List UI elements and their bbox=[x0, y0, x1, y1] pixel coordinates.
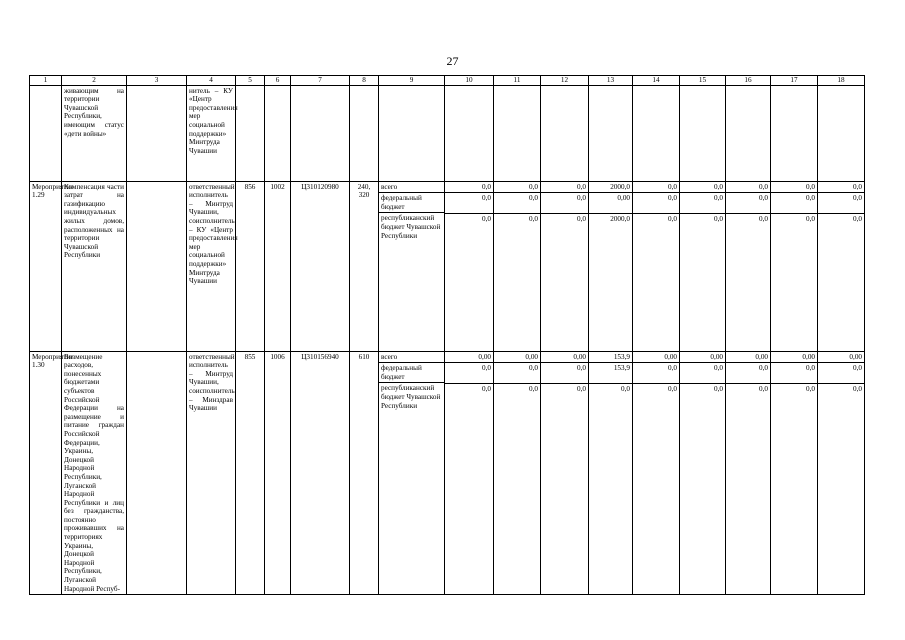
year-values: 0,0 0,0 0,0 bbox=[445, 181, 494, 351]
year-values: 2000,0 0,00 2000,0 bbox=[589, 181, 633, 351]
col-number: 18 bbox=[818, 76, 865, 86]
rzpr-code: 1006 bbox=[265, 351, 291, 595]
budget-table bbox=[29, 75, 865, 595]
col-number: 10 bbox=[445, 76, 494, 86]
csr-code: Ц310156940 bbox=[291, 351, 350, 595]
year-values: 0,0 0,0 0,0 bbox=[771, 181, 818, 351]
continuation-row bbox=[30, 85, 865, 181]
year-values: 0,00 0,0 0,0 bbox=[541, 351, 589, 595]
table-row bbox=[30, 181, 865, 351]
event-executor: ответственный исполнитель – Минтруд Чувашии, соисполнитель – КУ «Центр предоставления мер социальной поддержки» Минтруда Чувашии bbox=[187, 181, 236, 351]
col-number: 9 bbox=[379, 76, 445, 86]
year-values: 0,0 0,0 0,0 bbox=[633, 181, 680, 351]
year-values: 0,00 0,0 0,0 bbox=[726, 351, 771, 595]
col-number: 12 bbox=[541, 76, 589, 86]
col-number: 8 bbox=[350, 76, 379, 86]
rzpr-code: 1002 bbox=[265, 181, 291, 351]
continuation-executor: нитель – КУ «Центр предоставления мер социальной поддержки» Минтруда Чувашии bbox=[187, 85, 236, 181]
col-number: 13 bbox=[589, 76, 633, 86]
event-executor: ответственный исполнитель – Минтруд Чувашии, соисполнитель – Минздрав Чувашии bbox=[187, 351, 236, 595]
col-number: 15 bbox=[680, 76, 726, 86]
col-number: 5 bbox=[236, 76, 265, 86]
year-values: 0,00 0,0 0,0 bbox=[680, 351, 726, 595]
source-republic: республиканский бюджет Чувашской Республики bbox=[381, 214, 441, 240]
vr-code: 240, 320 bbox=[350, 181, 379, 351]
source-federal: федеральный бюджет bbox=[379, 363, 444, 383]
event-name: Возмещение расходов, понесенных бюджетами субъектов Российской Федерации на размещение и питание граждан Российской Федерации, Украины, Донецкой Народной Республики, Луганской Народной Республики и лиц без гражданства, постоянно проживавших на территориях Украины, Донецкой Народной Республики, Луганской Народной Респуб- bbox=[62, 351, 127, 595]
col-number: 4 bbox=[187, 76, 236, 86]
year-values: 153,9 153,9 0,0 bbox=[589, 351, 633, 595]
continuation-name: живающим на территории Чувашской Республики, имеющим статус «дети войны» bbox=[62, 85, 127, 181]
year-values: 0,00 0,0 0,0 bbox=[771, 351, 818, 595]
year-values: 0,00 0,0 0,0 bbox=[494, 351, 541, 595]
event-label: Мероприятие 1.30 bbox=[30, 351, 62, 595]
col-number: 17 bbox=[771, 76, 818, 86]
vr-code: 610 bbox=[350, 351, 379, 595]
col-number: 14 bbox=[633, 76, 680, 86]
funding-sources bbox=[379, 181, 445, 351]
event-label: Мероприятие 1.29 bbox=[30, 181, 62, 351]
col-number: 16 bbox=[726, 76, 771, 86]
col-number: 2 bbox=[62, 76, 127, 86]
year-values: 0,0 0,0 0,0 bbox=[680, 181, 726, 351]
year-values: 0,0 0,0 0,0 bbox=[541, 181, 589, 351]
col-number: 6 bbox=[265, 76, 291, 86]
event-name: Компенсация части затрат на газификацию индивидуальных жилых домов, расположенных на территории Чувашской Республики bbox=[62, 181, 127, 351]
year-values: 0,00 0,0 0,0 bbox=[445, 351, 494, 595]
table-row bbox=[30, 351, 865, 595]
year-values: 0,00 0,0 0,0 bbox=[633, 351, 680, 595]
col-number: 1 bbox=[30, 76, 62, 86]
csr-code: Ц310120980 bbox=[291, 181, 350, 351]
page-number: 27 bbox=[446, 54, 459, 68]
funding-sources bbox=[379, 351, 445, 595]
source-federal: федеральный бюджет bbox=[379, 193, 444, 213]
year-values: 0,0 0,0 0,0 bbox=[818, 181, 865, 351]
source-total: всего bbox=[379, 182, 444, 194]
year-values: 0,0 0,0 0,0 bbox=[726, 181, 771, 351]
col-number: 3 bbox=[127, 76, 187, 86]
column-number-row bbox=[30, 76, 865, 86]
col-number: 11 bbox=[494, 76, 541, 86]
year-values: 0,0 0,0 0,0 bbox=[494, 181, 541, 351]
col-number: 7 bbox=[291, 76, 350, 86]
year-values: 0,00 0,0 0,0 bbox=[818, 351, 865, 595]
grbs-code: 855 bbox=[236, 351, 265, 595]
source-total: всего bbox=[379, 352, 444, 364]
grbs-code: 856 bbox=[236, 181, 265, 351]
source-republic: республиканский бюджет Чувашской Республики bbox=[381, 384, 441, 410]
